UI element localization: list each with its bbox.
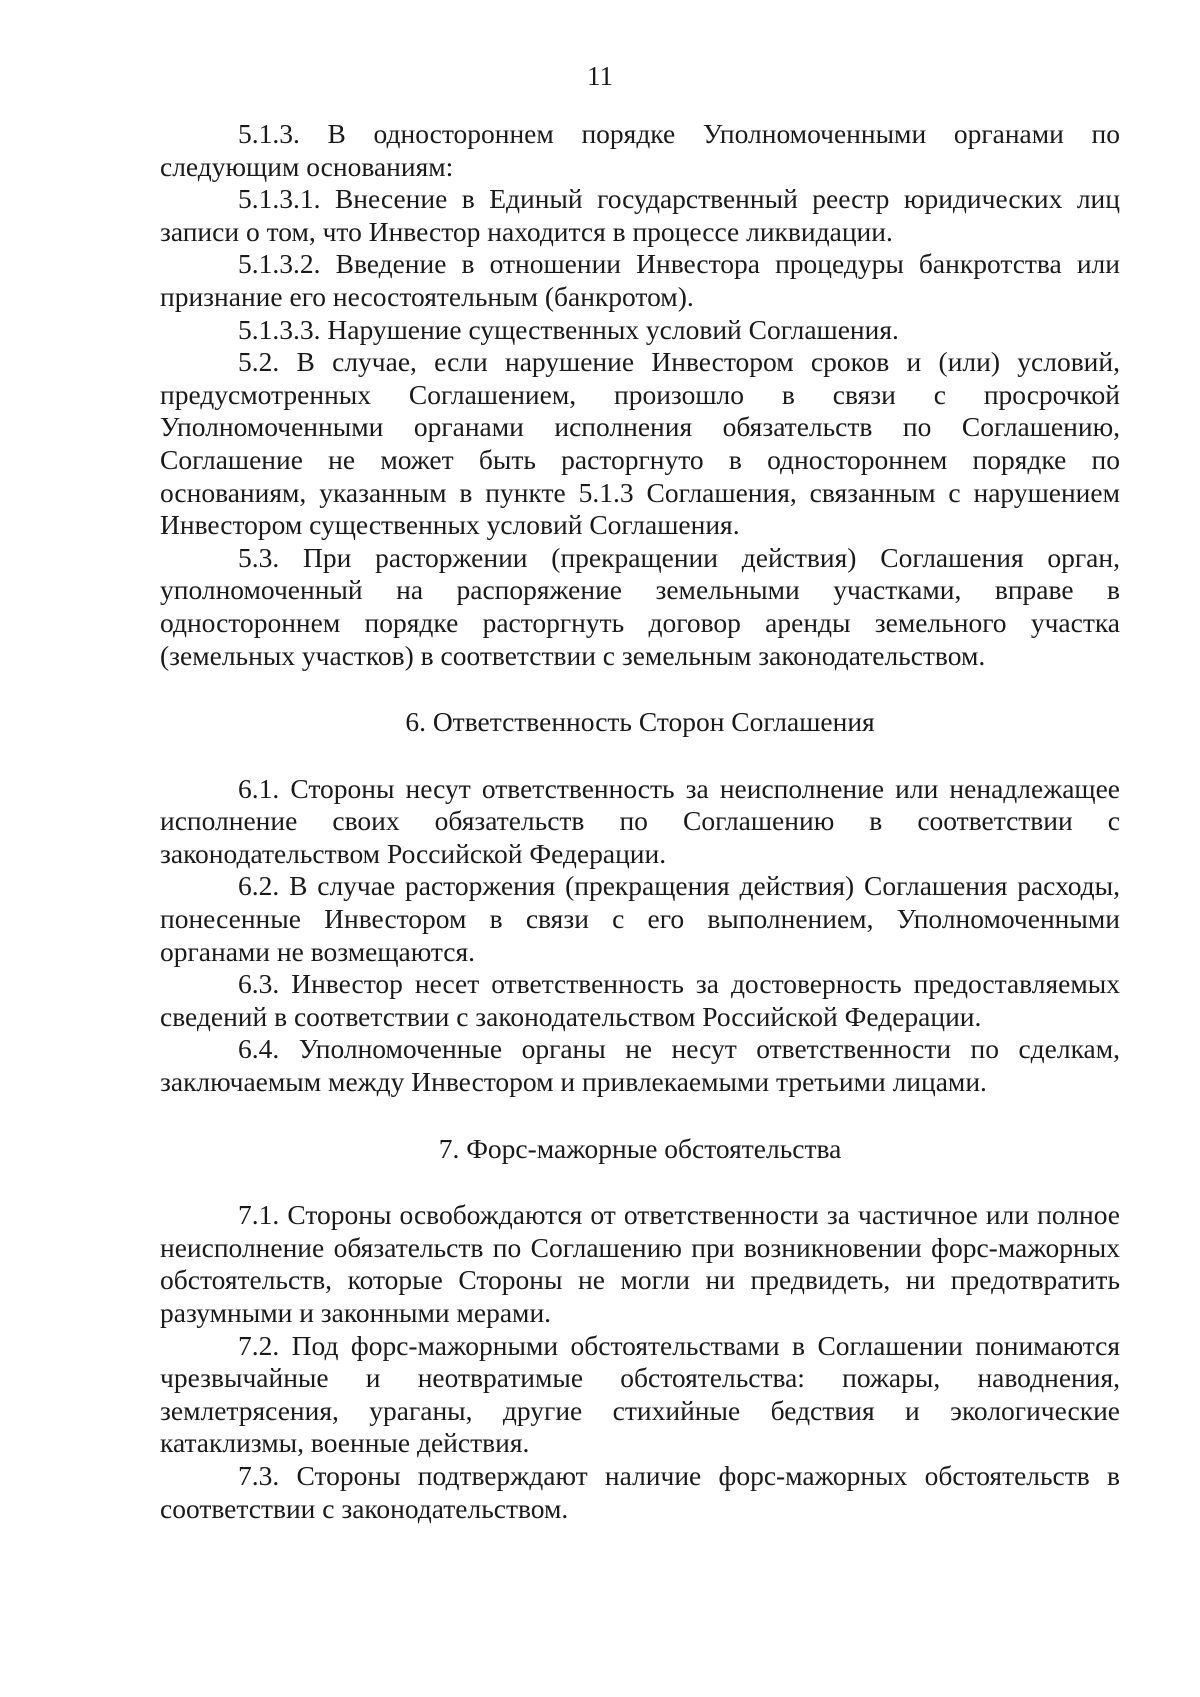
paragraph-5-3: 5.3. При расторжении (прекращении действия) Соглашения орган, уполномоченный на распоряжение земельными участками, вправе в одностороннем порядке расторгнуть договор аренды земельного участка (земельных участков) в соответствии с земельным законодательством. bbox=[160, 541, 1120, 671]
paragraph-5-1-3: 5.1.3. В одностороннем порядке Уполномоченными органами по следующим основаниям: bbox=[160, 118, 1120, 182]
section-7-heading: 7. Форс-мажорные обстоятельства bbox=[438, 1132, 842, 1164]
paragraph-7-1: 7.1. Стороны освобождаются от ответственности за частичное или полное неисполнение обязательств по Соглашению при возникновении форс-мажорных обстоятельств, которые Стороны не могли ни предвидеть, ни предотвратить разумными и законными мерами. bbox=[160, 1199, 1120, 1328]
section-6-heading: 6. Ответственность Сторон Соглашения bbox=[405, 706, 875, 738]
document-body bbox=[160, 118, 1120, 1525]
paragraph-5-2: 5.2. В случае, если нарушение Инвестором сроков и (или) условий, предусмотренных Соглашением, произошло в связи с просрочкой Уполномоченными органами исполнения обязательств по Соглашению, Соглашение не может быть расторгнуто в одностороннем порядке по основаниям, указанным в пункте 5.1.3 Соглашения, связанным с нарушением Инвестором существенных условий Соглашения. bbox=[160, 346, 1120, 541]
paragraph-6-3: 6.3. Инвестор несет ответственность за достоверность предоставляемых сведений в соответствии с законодательством Российской Федерации. bbox=[160, 968, 1120, 1032]
paragraph-6-2: 6.2. В случае расторжения (прекращения действия) Соглашения расходы, понесенные Инвестором в связи с его выполнением, Уполномоченными органами не возмещаются. bbox=[160, 870, 1120, 967]
paragraph-7-2: 7.2. Под форс-мажорными обстоятельствами в Соглашении понимаются чрезвычайные и неотвратимые обстоятельства: пожары, наводнения, землетрясения, ураганы, другие стихийные бедствия и экологические катаклизмы, военные действия. bbox=[160, 1329, 1120, 1459]
paragraph-5-1-3-3: 5.1.3.3. Нарушение существенных условий Соглашения. bbox=[238, 313, 899, 345]
paragraph-6-1: 6.1. Стороны несут ответственность за неисполнение или ненадлежащее исполнение своих обязательств по Соглашению в соответствии с законодательством Российской Федерации. bbox=[160, 772, 1120, 869]
paragraph-6-4: 6.4. Уполномоченные органы не несут ответственности по сделкам, заключаемым между Инвестором и привлекаемыми третьими лицами. bbox=[160, 1033, 1120, 1098]
page-number: 11 bbox=[587, 61, 613, 91]
paragraph-5-1-3-2: 5.1.3.2. Введение в отношении Инвестора процедуры банкротства или признание его несостоятельным (банкротом). bbox=[160, 248, 1120, 312]
paragraph-7-3: 7.3. Стороны подтверждают наличие форс-мажорных обстоятельств в соответствии с законодательством. bbox=[160, 1459, 1120, 1524]
paragraph-5-1-3-1: 5.1.3.1. Внесение в Единый государственный реестр юридических лиц записи о том, что Инвестор находится в процессе ликвидации. bbox=[160, 183, 1120, 247]
